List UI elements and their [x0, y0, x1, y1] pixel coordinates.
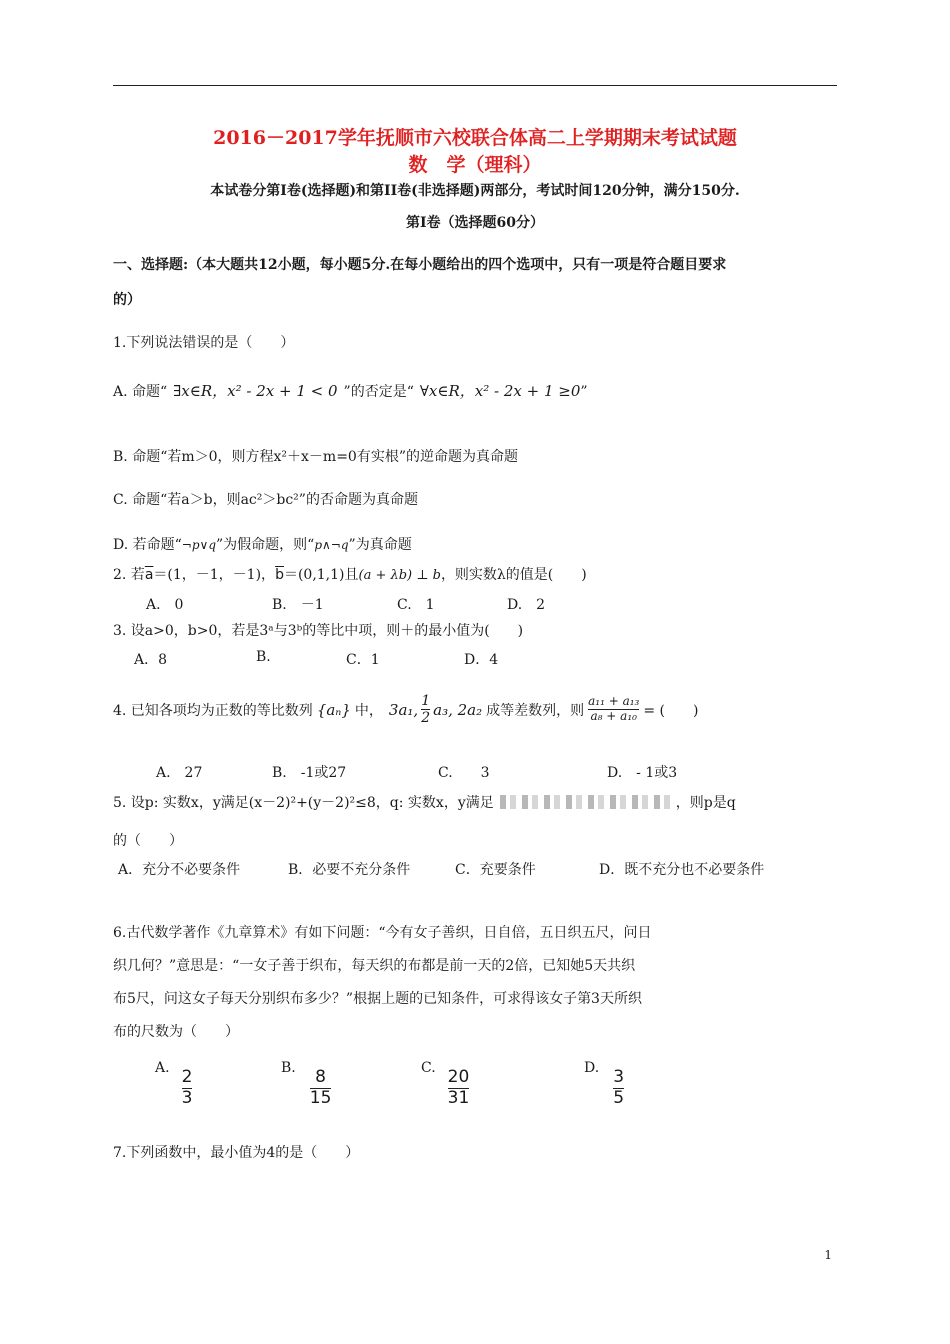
q4-ratio-fraction — [588, 695, 639, 724]
q6-option-d-fraction — [613, 1068, 624, 1108]
q1-option-c: C. 命题“若a＞b，则ac²＞bc²”的否命题为真命题 — [113, 492, 418, 508]
section1-heading: 一、选择题:（本大题共12小题，每小题5分.在每小题给出的四个选项中，只有一项是符合题目要求 — [113, 257, 727, 273]
q4-mid2: 成等差数列，则 — [486, 702, 585, 719]
section1-heading-cont: 的） — [113, 292, 141, 308]
q1-d-math2: p∧¬q — [314, 538, 349, 552]
q6-option-b — [281, 1060, 331, 1108]
q5-end: ，则p是q — [675, 795, 736, 811]
q5-stem — [113, 792, 736, 812]
q6-b-num: 8 — [315, 1067, 326, 1087]
q4-option-b: B. -1或27 — [272, 765, 347, 781]
q6-b-den: 15 — [309, 1087, 332, 1108]
q4-end: = ( ) — [643, 702, 699, 719]
q1-option-d — [113, 534, 412, 554]
q4-option-a: A. 27 — [156, 765, 203, 781]
q2-option-c: C. 1 — [397, 597, 435, 613]
q2-end: ，则实数λ的值是( ) — [440, 567, 587, 583]
q1-a-math2: ∀x∈R，x² - 2x + 1 ≥0 — [419, 382, 581, 400]
q1-a-prefix: A. 命题“ — [113, 384, 168, 400]
q1-d-math1: ¬p∨q — [181, 538, 216, 552]
q6-option-d-label: D. — [584, 1060, 600, 1076]
q3-option-a: A．8 — [134, 652, 168, 668]
exam-intro: 本试卷分第Ⅰ卷(选择题)和第II卷(非选择题)两部分，考试时间120分钟，满分150分. — [210, 183, 740, 199]
q3-option-c: C．1 — [346, 652, 380, 668]
q2-condition: (a + λb) ⊥ b — [358, 568, 441, 583]
q2-vector-b: $\overline{b}$ — [275, 567, 284, 583]
exam-subject: 数 学（理科） — [408, 154, 542, 176]
q2-option-b: B. －1 — [272, 597, 324, 613]
q6-option-a — [155, 1060, 192, 1108]
q6-option-b-fraction — [310, 1068, 332, 1108]
q6-stem-line2: 织几何？”意思是：“一女子善于织布，每天织的布都是前一天的2倍，已知她5天共织 — [113, 958, 636, 974]
q4-prefix: 4. 已知各项均为正数的等比数列 — [113, 702, 313, 719]
q3-option-b: B. — [256, 649, 271, 665]
q6-c-num: 20 — [447, 1067, 470, 1087]
q2-option-d: D. 2 — [507, 597, 546, 613]
q6-stem-line3: 布5尺，问这女子每天分别织布多少？”根据上题的已知条件，可求得该女子第3天所织 — [113, 991, 642, 1007]
q4-ratio-num: a₁₁ + a₁₃ — [588, 694, 640, 709]
q5-option-c: C．充要条件 — [455, 862, 536, 878]
q2-prefix: 2. 若 — [113, 567, 145, 583]
q6-option-c-fraction — [448, 1068, 470, 1108]
q6-option-c-label: C. — [421, 1060, 436, 1076]
q1-d-end: ”为真命题 — [348, 537, 412, 553]
q7-stem: 7.下列函数中，最小值为4的是（ ） — [113, 1145, 360, 1161]
q1-option-a — [113, 380, 588, 401]
q6-option-c — [421, 1060, 469, 1108]
q6-option-d — [584, 1060, 624, 1108]
q1-option-b: B. 命题“若m＞0，则方程x²＋x－m=0有实根”的逆命题为真命题 — [113, 449, 519, 465]
q6-d-den: 5 — [613, 1087, 625, 1108]
q1-d-prefix: D. 若命题“ — [113, 537, 182, 553]
q3-option-d: D．4 — [464, 652, 499, 668]
q2-mid1: ＝(1，－1，－1)， — [153, 567, 276, 583]
q5-option-a: A．充分不必要条件 — [118, 862, 241, 878]
q4-half-den: 2 — [421, 710, 431, 727]
q2-stem — [113, 564, 587, 584]
q1-a-end: ” — [580, 384, 588, 400]
q6-option-a-fraction — [182, 1068, 193, 1108]
q5-prefix: 5. 设p: 实数x，y满足(x－2)²+(y－2)²≤8，q: 实数x，y满足 — [113, 795, 494, 811]
q6-a-num: 2 — [181, 1067, 193, 1087]
q4-option-d: D. - 1或3 — [607, 765, 678, 781]
q5-system-image — [500, 795, 670, 809]
q4-term1: 3a₁, — [388, 700, 419, 719]
q3-stem: 3. 设a>0，b>0，若是3ᵃ与3ᵇ的等比中项，则＋的最小值为( ) — [113, 623, 524, 639]
header-rule — [113, 85, 837, 86]
q4-half-num: 1 — [421, 693, 431, 709]
q4-ratio-den: a₈ + a₁₀ — [590, 709, 637, 724]
q6-c-den: 31 — [447, 1087, 470, 1108]
q5-option-d: D．既不充分也不必要条件 — [599, 862, 765, 878]
q1-a-mid: ”的否定是“ — [343, 384, 414, 400]
q6-a-den: 3 — [181, 1087, 193, 1108]
page-number: 1 — [824, 1248, 832, 1262]
q4-half-fraction — [421, 693, 430, 726]
q4-sequence: {aₙ} — [316, 700, 351, 719]
q5-stem-cont: 的（ ） — [113, 833, 183, 849]
q1-stem: 1.下列说法错误的是（ ） — [113, 335, 295, 351]
q6-option-a-label: A. — [155, 1060, 170, 1076]
q2-option-a: A. 0 — [146, 597, 184, 613]
q2-vector-a: $\overline{a}$ — [144, 567, 154, 583]
q6-d-num: 3 — [613, 1067, 625, 1087]
q6-stem-line4: 布的尺数为（ ） — [113, 1024, 239, 1040]
q1-a-math1: ∃x∈R，x² - 2x + 1 < 0 — [173, 382, 338, 400]
q4-stem — [113, 693, 698, 726]
exam-title: 2016－2017学年抚顺市六校联合体高二上学期期末考试试题 — [213, 127, 737, 149]
q4-option-c: C. 3 — [438, 765, 490, 781]
part1-heading: 第Ⅰ卷（选择题60分） — [405, 215, 545, 231]
q6-stem-line1: 6.古代数学著作《九章算术》有如下问题：“今有女子善织，日自倍，五日织五尺，问日 — [113, 925, 652, 941]
q4-term2: a₃, 2a₂ — [433, 700, 483, 719]
q6-option-b-label: B. — [281, 1060, 296, 1076]
q5-option-b: B．必要不充分条件 — [288, 862, 411, 878]
q2-mid2: ＝(0,1,1)且 — [283, 567, 359, 583]
q4-mid: 中， — [354, 702, 383, 719]
q1-d-mid: ”为假命题，则“ — [216, 537, 315, 553]
